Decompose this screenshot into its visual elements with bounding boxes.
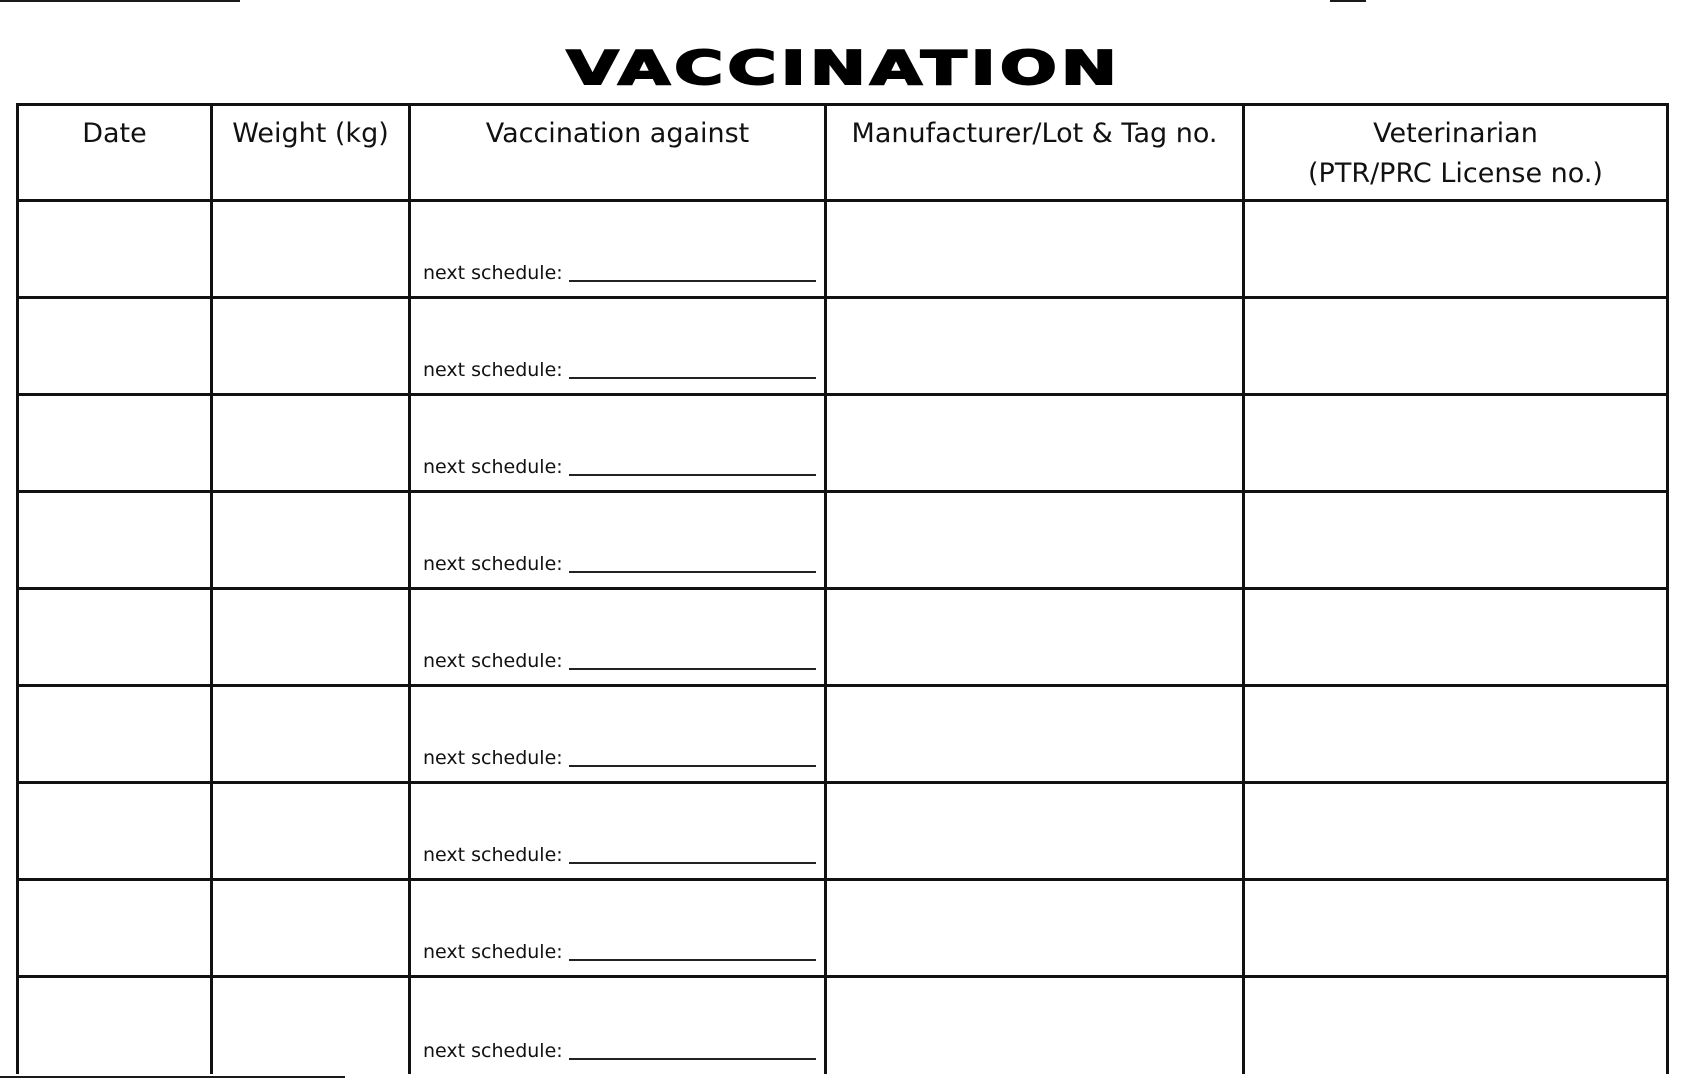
column-header-weight: Weight (kg) <box>212 105 410 201</box>
next-schedule-label: next schedule: <box>423 456 563 478</box>
weight-cell[interactable] <box>212 783 410 880</box>
manufacturer-cell[interactable] <box>826 686 1244 783</box>
vaccination-cell[interactable] <box>410 201 826 298</box>
next-schedule-label: next schedule: <box>423 262 563 284</box>
scan-edge-mark <box>1330 0 1366 2</box>
next-schedule <box>423 747 816 769</box>
manufacturer-cell[interactable] <box>826 589 1244 686</box>
next-schedule-blank[interactable] <box>569 667 816 670</box>
next-schedule-label: next schedule: <box>423 747 563 769</box>
veterinarian-cell[interactable] <box>1244 589 1668 686</box>
manufacturer-cell[interactable] <box>826 395 1244 492</box>
next-schedule <box>423 262 816 284</box>
next-schedule-blank[interactable] <box>569 1057 816 1060</box>
manufacturer-cell[interactable] <box>826 492 1244 589</box>
next-schedule-blank[interactable] <box>569 764 816 767</box>
next-schedule <box>423 941 816 963</box>
table-row <box>18 589 1668 686</box>
page-title: VACCINATION <box>566 41 1122 95</box>
column-header-manufacturer: Manufacturer/Lot & Tag no. <box>826 105 1244 201</box>
date-cell[interactable] <box>18 977 212 1074</box>
veterinarian-cell[interactable] <box>1244 783 1668 880</box>
weight-cell[interactable] <box>212 492 410 589</box>
header-row <box>18 105 1668 201</box>
weight-cell[interactable] <box>212 977 410 1074</box>
next-schedule-blank[interactable] <box>569 376 816 379</box>
next-schedule-blank[interactable] <box>569 570 816 573</box>
table-row <box>18 686 1668 783</box>
table-row <box>18 395 1668 492</box>
date-cell[interactable] <box>18 395 212 492</box>
table-row <box>18 880 1668 977</box>
veterinarian-cell[interactable] <box>1244 977 1668 1074</box>
next-schedule-blank[interactable] <box>569 958 816 961</box>
table-row <box>18 492 1668 589</box>
next-schedule-label: next schedule: <box>423 1039 563 1062</box>
date-cell[interactable] <box>18 880 212 977</box>
vaccination-cell[interactable] <box>410 395 826 492</box>
table-row <box>18 201 1668 298</box>
vaccination-cell[interactable] <box>410 492 826 589</box>
date-cell[interactable] <box>18 783 212 880</box>
next-schedule <box>423 650 816 672</box>
next-schedule <box>423 844 816 866</box>
column-header-veterinarian <box>1244 105 1668 201</box>
scan-edge-mark <box>0 1076 345 1078</box>
table-row <box>18 977 1668 1074</box>
weight-cell[interactable] <box>212 298 410 395</box>
vaccination-cell[interactable] <box>410 589 826 686</box>
veterinarian-cell[interactable] <box>1244 880 1668 977</box>
next-schedule <box>423 456 816 478</box>
vaccination-table <box>16 103 1669 1074</box>
license-label: (PTR/PRC License no.) <box>1308 158 1603 189</box>
table-row <box>18 298 1668 395</box>
date-cell[interactable] <box>18 298 212 395</box>
vaccination-cell[interactable] <box>410 298 826 395</box>
next-schedule-label: next schedule: <box>423 844 563 866</box>
column-header-date: Date <box>18 105 212 201</box>
next-schedule <box>423 359 816 381</box>
veterinarian-cell[interactable] <box>1244 298 1668 395</box>
next-schedule-label: next schedule: <box>423 650 563 672</box>
manufacturer-cell[interactable] <box>826 298 1244 395</box>
next-schedule-blank[interactable] <box>569 473 816 476</box>
next-schedule-blank[interactable] <box>569 861 816 864</box>
vaccination-cell[interactable] <box>410 880 826 977</box>
weight-cell[interactable] <box>212 395 410 492</box>
column-header-vaccination: Vaccination against <box>410 105 826 201</box>
date-cell[interactable] <box>18 201 212 298</box>
weight-cell[interactable] <box>212 686 410 783</box>
veterinarian-cell[interactable] <box>1244 395 1668 492</box>
next-schedule <box>423 1040 816 1062</box>
manufacturer-cell[interactable] <box>826 880 1244 977</box>
manufacturer-cell[interactable] <box>826 201 1244 298</box>
manufacturer-cell[interactable] <box>826 783 1244 880</box>
veterinarian-label: Veterinarian <box>1373 118 1538 149</box>
date-cell[interactable] <box>18 686 212 783</box>
manufacturer-cell[interactable] <box>826 977 1244 1074</box>
next-schedule-label: next schedule: <box>423 359 563 381</box>
scan-edge-mark <box>0 0 240 2</box>
next-schedule-label: next schedule: <box>423 941 563 963</box>
date-cell[interactable] <box>18 492 212 589</box>
weight-cell[interactable] <box>212 201 410 298</box>
table-row <box>18 783 1668 880</box>
veterinarian-cell[interactable] <box>1244 201 1668 298</box>
date-cell[interactable] <box>18 589 212 686</box>
veterinarian-cell[interactable] <box>1244 492 1668 589</box>
next-schedule-label: next schedule: <box>423 553 563 575</box>
vaccination-cell[interactable] <box>410 783 826 880</box>
veterinarian-cell[interactable] <box>1244 686 1668 783</box>
vaccination-cell[interactable] <box>410 977 826 1074</box>
weight-cell[interactable] <box>212 880 410 977</box>
weight-cell[interactable] <box>212 589 410 686</box>
next-schedule-blank[interactable] <box>569 279 816 282</box>
next-schedule <box>423 553 816 575</box>
vaccination-cell[interactable] <box>410 686 826 783</box>
